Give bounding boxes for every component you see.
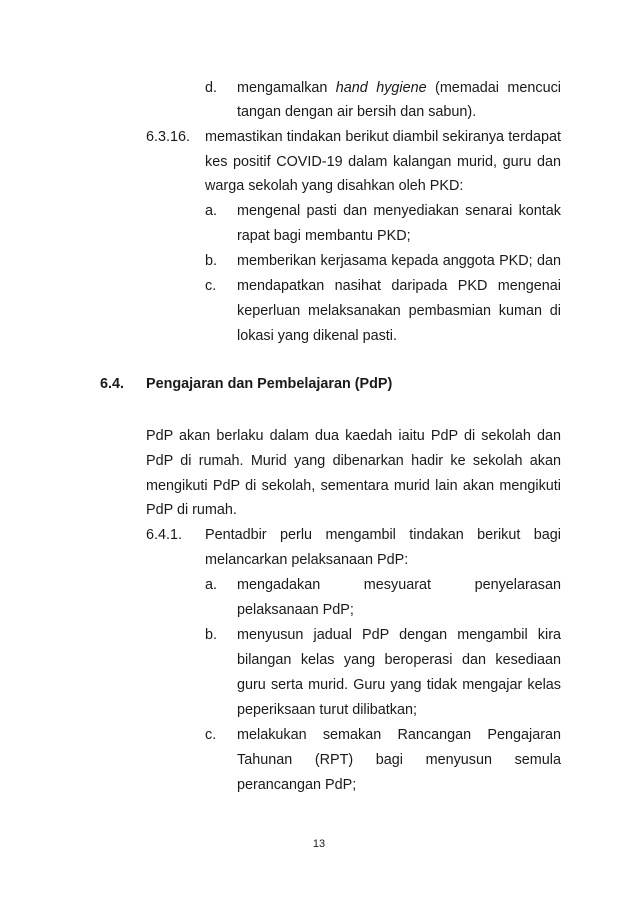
list-marker: d. (205, 80, 218, 96)
list-item-text: mengamalkan hand hygiene (memadai mencuci (237, 80, 561, 96)
section-text: Pentadbir perlu mengambil tindakan berikut bagi (205, 527, 561, 543)
list-item-text: lokasi yang dikenal pasti. (237, 328, 397, 344)
paragraph-line: PdP di rumah. Murid yang dibenarkan hadir ke sekolah akan (146, 453, 561, 469)
list-marker: b. (205, 627, 218, 643)
list-item-text: Tahunan (RPT) bagi menyusun semula (237, 752, 561, 768)
list-item-text: keperluan melaksanakan pembasmian kuman di (237, 303, 561, 319)
list-item-text: melakukan semakan Rancangan Pengajaran (237, 727, 561, 743)
list-marker: c. (205, 727, 217, 743)
list-marker: a. (205, 577, 218, 593)
paragraph-line: mengikuti PdP di sekolah, sementara murid lain akan mengikuti (146, 478, 561, 494)
section-text: kes positif COVID-19 dalam kalangan murid, guru dan (205, 154, 561, 170)
section-text: melancarkan pelaksanaan PdP: (205, 552, 409, 568)
page-number: 13 (312, 838, 326, 850)
section-number: 6.3.16. (146, 129, 191, 145)
list-marker: c. (205, 278, 217, 294)
section-number: 6.4.1. (146, 527, 183, 543)
paragraph-line: PdP akan berlaku dalam dua kaedah iaitu PdP di sekolah dan (146, 428, 561, 444)
list-marker: a. (205, 203, 218, 219)
list-item-text: memberikan kerjasama kepada anggota PKD; dan (237, 253, 561, 269)
section-number: 6.4. (100, 376, 125, 392)
list-marker: b. (205, 253, 218, 269)
list-item-text: pelaksanaan PdP; (237, 602, 354, 618)
list-item-text: menyusun jadual PdP dengan mengambil kira (237, 627, 561, 643)
list-item-text: rapat bagi membantu PKD; (237, 228, 411, 244)
list-item-text: mendapatkan nasihat daripada PKD mengenai (237, 278, 561, 294)
section-text: memastikan tindakan berikut diambil sekiranya terdapat (205, 129, 561, 145)
list-item-text: mengadakan mesyuarat penyelarasan (237, 577, 561, 593)
list-item-text: perancangan PdP; (237, 777, 357, 793)
list-item-text: mengenal pasti dan menyediakan senarai kontak (237, 203, 561, 219)
emphasis-text: hand hygiene (335, 80, 427, 96)
list-item-text: bilangan kelas yang beroperasi dan kesediaan (237, 652, 561, 668)
list-item-text: guru serta murid. Guru yang tidak mengajar kelas (237, 677, 561, 693)
list-item-text: peperiksaan turut dilibatkan; (237, 702, 417, 718)
list-item-text: tangan dengan air bersih dan sabun). (237, 104, 477, 120)
section-text: warga sekolah yang disahkan oleh PKD: (205, 178, 464, 194)
paragraph-line: PdP di rumah. (146, 502, 237, 518)
section-heading: Pengajaran dan Pembelajaran (PdP) (146, 376, 393, 392)
